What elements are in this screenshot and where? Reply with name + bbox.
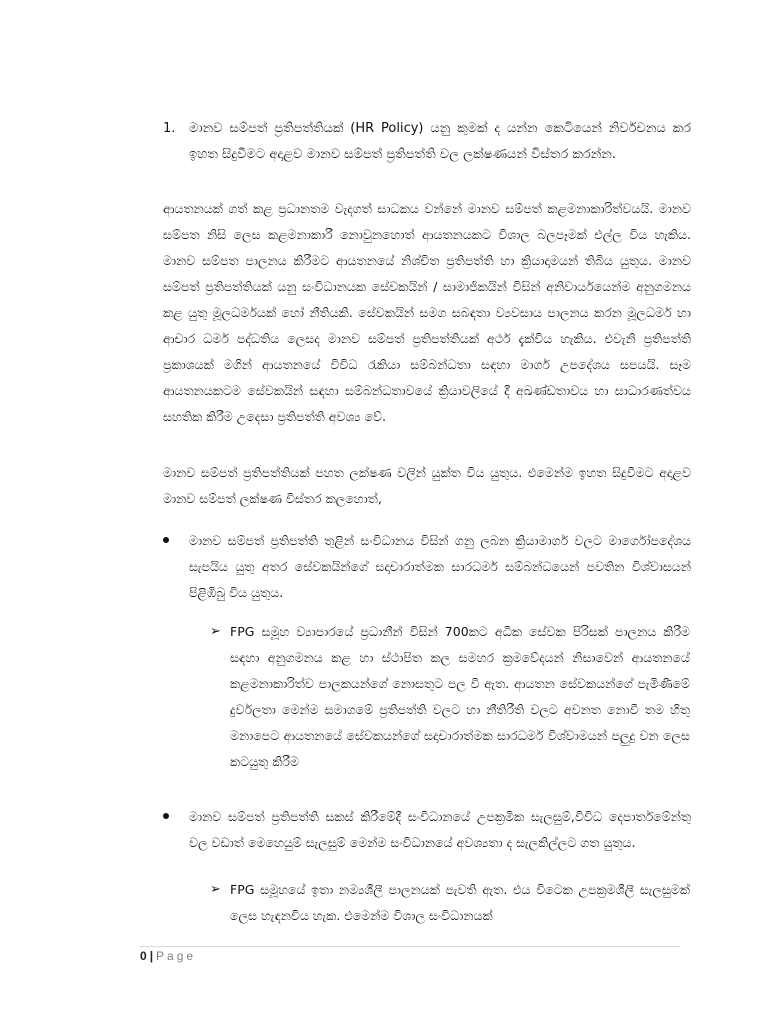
sub-bullet-item (210, 619, 690, 775)
bullet-dot-icon (163, 813, 169, 819)
bullet-text: මානව සම්පත් ප්‍රතිපත්ති සකස් කිරීමේදී සංවිධානයේ උපක්‍රමික සැලසුම්,විවිධ දෙපාර්තමේන්තු වල වඩාත් මෙහෙයුම් සැලසුම් මෙන්ම සංවිධානයේ අවශ්‍යතා ද සැලකිල්ලට ගත යුතුය. (189, 809, 691, 850)
page-number: 0 (140, 949, 147, 963)
sub-bullet-item (210, 877, 690, 929)
paragraph-intro: මානව සම්පත් ප්‍රතිපත්තියක් පහත ලක්ෂණ වලින් යුක්ත විය යුතුය. එමෙන්ම ඉහත සිදුවීමට අදාළව මානව සම්පත් ලක්ෂණ විස්තර කලහොත්, (163, 465, 691, 506)
bullet-dot-icon (163, 537, 169, 543)
sub-bullet-text: FPG සමූහ ව්‍යාපාරයේ ප්‍රධානීන් විසින් 700කට අධික සේවක පිරිසක් පාලනය කිරීම සඳහා අනුගමනය කළ හා ස්ථාපිත කල සමහර ක්‍රමවේදයන් නිසාවෙන් ආයතනයේ කළමනාකාරිත්ව පාලකයන්ගේ නොසතුට පල වී ඇත. ආයතන සේවකයන්ගේ පැමිණීමේ දුර්වලතා මෙන්ම සමාගමේ ප්‍රතිපත්ති වලට හා නීතිරීති වලට අවනත නොවී තම හිතු මනාපෙට ආයතනයේ සේවකයන්ගේ සදාචාරාත්මක සාරධර්ම විශ්වාමයන් පලුදු වන ලෙස කටයුතු කිරීම (230, 624, 690, 769)
arrow-bullet-icon: ➢ (210, 882, 221, 897)
paragraph-definition: ආයතනයක් ගත් කළ ප්‍රධානතම වැදගත් සාධකය වන්නේ මානව සම්පත් කළමනාකාරිත්වයයි. මානව සම්පත නිසි ලෙස කළමනාකාරී නොවුනහොත් ආයතනයකට විශාල බලපෑමක් එල්ල විය හැකිය. මානව සම්පත පාලනය කිරීමට ආයතනයේ නිශ්චිත ප්‍රතිපත්ති හා ක්‍රියාදාමයන් තිබිය යුතුය. මානව සම්පත් ප්‍රතිපත්තියක් යනු සංවිධානයක සේවකයින් / සාමාජිකයින් විසින් අනිවාර්යයෙන්ම අනුගමනය කළ යුතු මූලධර්මයක් හෝ නීතියකි. සේවකයින් සමග සබඳතා ව්‍යවසාය පාලනය කරන මූලධර්ම හා ආචාර ධර්ම පද්ධතිය ලෙසද මානව සම්පත් ප්‍රතිපත්තියක් අර්ථ දැක්විය හැකිය. එවැනි ප්‍රතිපත්ති ප්‍රකාශයක් මගින් ආයතනයේ විවිධ රැකියා සම්බන්ධතා සඳහා මාර්ග උපදේශය සපයයි. සෑම ආයතනයකටම සේවකයින් සඳහා සම්බන්ධතාවයේ ක්‍රියාවලියේ දී අඛණ්ඩතාවය හා සාධාරණත්වය සහතික කිරීම උදෙසා ප්‍රතිපත්ති අවශ්‍ය වේ. (163, 201, 691, 424)
question-item (163, 116, 691, 168)
arrow-bullet-icon: ➢ (210, 624, 221, 639)
page-label: Page (156, 949, 197, 963)
page-footer (140, 946, 680, 963)
bullet-item (163, 528, 691, 606)
bullet-text: මානව සම්පත් ප්‍රතිපත්ති තුළින් සංවිධානය විසින් ගනු ලබන ක්‍රියාමාර්ග වලට මාර්ගෝපදේශය සැපයිය යුතු අතර සේවකයින්ගේ සදාචාරාත්මක සාරධර්ම සම්බන්ධයෙන් පවතින විශ්වාසයන් පිළිඹිබු විය යුතුය. (189, 533, 691, 600)
question-number: 1. (163, 121, 176, 136)
bullet-item (163, 804, 691, 856)
footer-separator: | (149, 949, 154, 963)
sub-bullet-text: FPG සමූහයේ ඉතා නම්‍යශීලී පාලනයක් පැවති ඇත. එය විටෙක උපක්‍රමශීලී සැලසුමක් ලෙස හැඳනවිය හැක. එමෙන්ම විශාල සංවිධානයක් (230, 882, 690, 923)
question-text: මානව සම්පත් ප්‍රතිපත්තියක් (HR Policy) යනු කුමක් ද යන්න කෙටියෙන් නිර්වචනය කර ඉහත සිදුවීමට අදාළව මානව සම්පත් ප්‍රතිපත්ති වල ලක්ෂණයන් විස්තර කරන්න. (189, 121, 691, 162)
